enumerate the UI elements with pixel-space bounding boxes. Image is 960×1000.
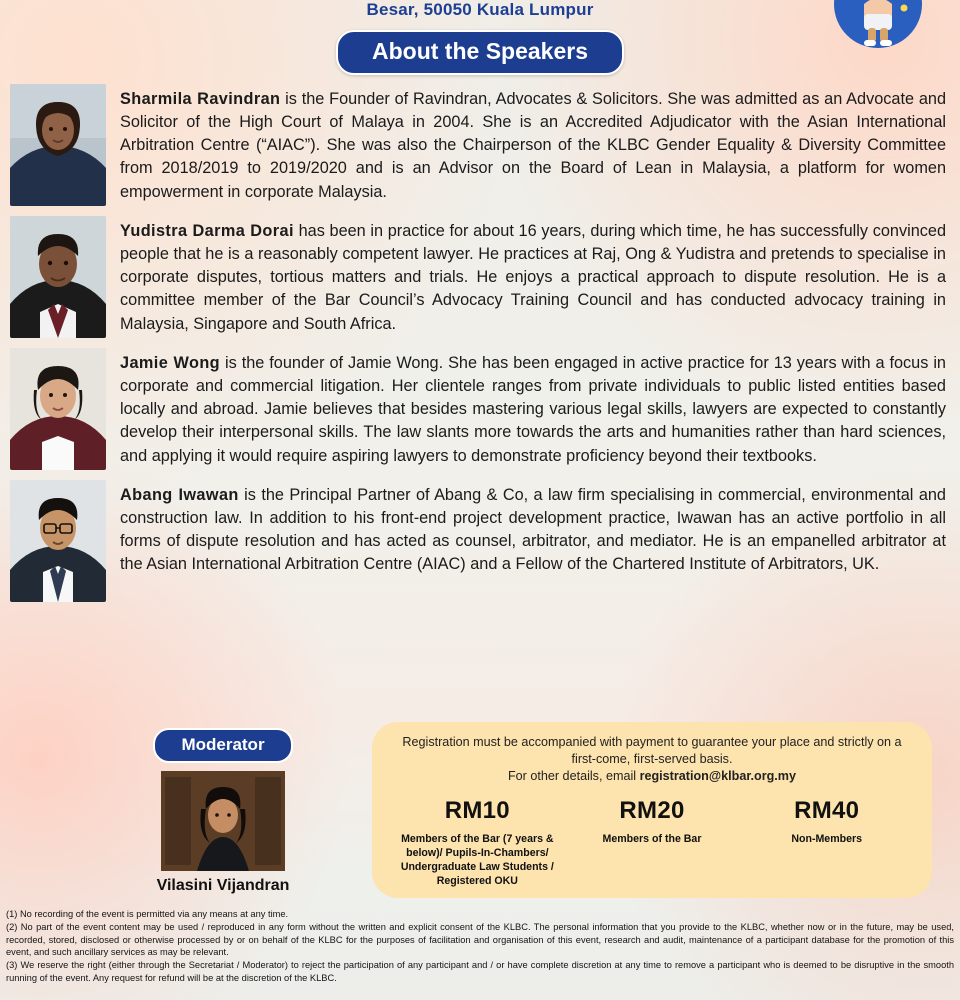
- registration-email[interactable]: registration@klbar.org.my: [639, 769, 797, 783]
- speaker-name: Sharmila Ravindran: [120, 90, 281, 108]
- term-item: (3) We reserve the right (either through the Secretariat / Moderator) to reject the participation of any participant and / or have complete discretion at any time to remove a participant who is deemed to be disruptive in the smooth running of the event. Any request for refund will be at the discretion of the KLBC.: [6, 960, 954, 983]
- list-item: [0, 348, 960, 470]
- list-item: [0, 216, 960, 338]
- speaker-name: Abang Iwawan: [120, 486, 239, 504]
- price-amount: RM10: [444, 797, 510, 824]
- price-tier: [390, 797, 565, 889]
- registration-note-line2: first-come, first-served basis.: [571, 752, 733, 766]
- speaker-bio-text: has been in practice for about 16 years, during which time, he has successfully convinced people that he is a reasonably competent lawyer. He practices at Raj, Ong & Yudistra and pretends to specialise in corporate disputes, tortious matters and trials. He enjoys a practical approach to dispute resolution. He is a committee member of the Bar Council’s Advocacy Training Council and has conducted advocacy training in Malaysia, Singapore and South Africa.: [120, 222, 947, 333]
- avatar: [10, 84, 106, 206]
- registration-panel: [372, 722, 932, 898]
- speaker-name: Jamie Wong: [120, 354, 221, 372]
- moderator-block: [138, 728, 308, 895]
- price-tier: [565, 797, 740, 889]
- price-tiers: [390, 797, 914, 889]
- price-description: Members of the Bar (7 years & below)/ Pupils-In-Chambers/ Undergraduate Law Students / Registered OKU: [400, 833, 554, 887]
- term-item: (2) No part of the event content may be used / reproduced in any form without the written and explicit consent of the KLBC. The personal information that you provide to the KLBC, whether now or in the future, may be used, recorded, stored, disclosed or otherwise processed by or on behalf of the KLBC for the purposes of facilitation and organisation of this event, research and audit, maintenance of a participant database for the promotion of this event, and such ancillary services as may be relevant.: [6, 922, 954, 958]
- registration-note: [390, 734, 914, 785]
- terms-and-conditions: [6, 908, 954, 985]
- price-description: Members of the Bar: [602, 833, 702, 845]
- speaker-name: Yudistra Darma Dorai: [120, 222, 294, 240]
- avatar: [10, 216, 106, 338]
- price-amount: RM40: [794, 797, 860, 824]
- speaker-bio: [120, 84, 946, 204]
- avatar: [10, 480, 106, 602]
- speaker-bio-text: is the Founder of Ravindran, Advocates & Solicitors. She was admitted as an Advocate and Solicitor of the High Court of Malaya in 2004. She is an Accredited Adjudicator with the Asian International Arbitration Centre (“AIAC”). She was also the Chairperson of the KLBC Gender Equality & Diversity Committee from 2018/2019 to 2019/2020 and is an Advisor on the Board of Lean in Malaysia, a platform for women empowerment in corporate Malaysia.: [120, 90, 946, 201]
- avatar: [10, 348, 106, 470]
- price-tier: [739, 797, 914, 889]
- address-line: Besar, 50050 Kuala Lumpur: [366, 0, 594, 19]
- moderator-avatar: [161, 771, 285, 871]
- list-item: [0, 480, 960, 602]
- speaker-bio-text: is the Principal Partner of Abang & Co, a law firm specialising in commercial, environmental and construction law. In addition to his front-end project development practice, Iwawan has an active portfolio in all forms of dispute resolution and has acted as counsel, arbitrator, and mediator. He is an empanelled arbitrator at the Asian International Arbitration Centre (AIAC) and a Fellow of the Chartered Institute of Arbitrators, UK.: [120, 486, 946, 574]
- speaker-bio: [120, 216, 946, 336]
- moderator-name: Vilasini Vijandran: [156, 877, 290, 894]
- price-description: Non-Members: [791, 833, 862, 845]
- speaker-bio: [120, 480, 946, 577]
- registration-note-line1: Registration must be accompanied with payment to guarantee your place and strictly on a: [402, 735, 902, 749]
- price-amount: RM20: [619, 797, 685, 824]
- speaker-bio: [120, 348, 946, 468]
- speakers-list: [0, 84, 960, 612]
- about-speakers-title: About the Speakers: [336, 30, 624, 75]
- speaker-bio-text: is the founder of Jamie Wong. She has been engaged in active practice for 13 years with a focus in corporate and commercial litigation. Her clientele ranges from private individuals to public listed entities based locally and abroad. Jamie believes that besides mastering various legal skills, lawyers are expected to constantly develop their interpersonal skills. The law slants more towards the arts and humanities rather than hard sciences, and applying it would require aspiring lawyers to demonstrate proficiency beyond their textbooks.: [120, 354, 946, 465]
- moderator-badge: Moderator: [153, 728, 292, 763]
- registration-email-line: [390, 768, 914, 785]
- registration-email-prefix: For other details, email: [507, 769, 640, 783]
- list-item: [0, 84, 960, 206]
- term-item: (1) No recording of the event is permitted via any means at any time.: [6, 909, 289, 919]
